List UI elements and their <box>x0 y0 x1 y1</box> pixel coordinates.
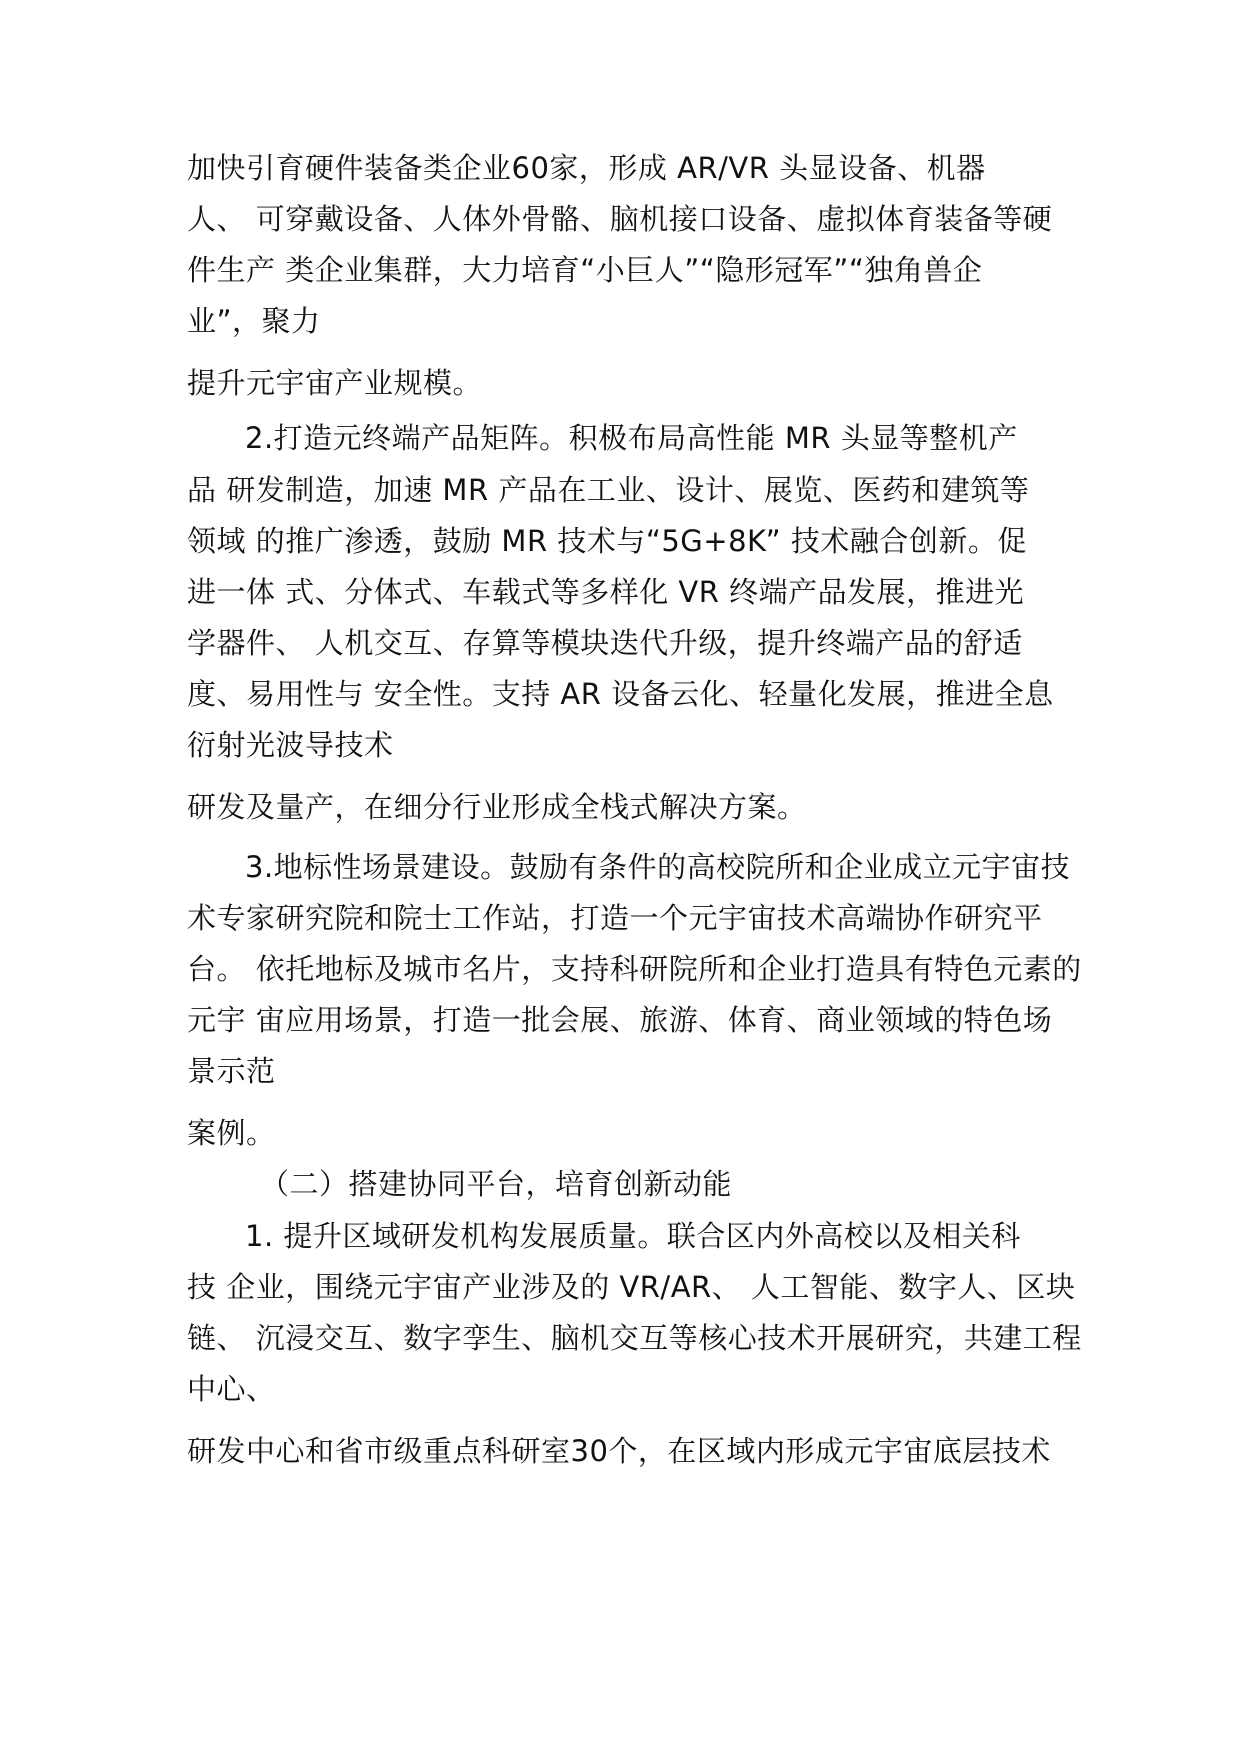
paragraph-line: 人、 可穿戴设备、人体外骨骼、脑机接口设备、虚拟体育装备等硬 <box>187 202 1053 236</box>
paragraph-line: 研发中心和省市级重点科研室30个，在区域内形成元宇宙底层技术 <box>187 1434 1051 1468</box>
paragraph-line: 2.打造元终端产品矩阵。积极布局高性能 MR 头显等整机产 <box>245 421 1018 455</box>
paragraph-line: 3.地标性场景建设。鼓励有条件的高校院所和企业成立元宇宙技 <box>245 850 1071 884</box>
paragraph-line: 技 企业，围绕元宇宙产业涉及的 VR/AR、 人工智能、数字人、区块 <box>187 1270 1076 1304</box>
paragraph-line: 学器件、 人机交互、存算等模块迭代升级，提升终端产品的舒适 <box>187 626 1023 660</box>
paragraph-line: 中心、 <box>187 1372 276 1406</box>
paragraph-line: 景示范 <box>187 1054 276 1088</box>
paragraph-line: 衍射光波导技术 <box>187 728 394 762</box>
paragraph-line: 元宇 宙应用场景，打造一批会展、旅游、体育、商业领域的特色场 <box>187 1003 1053 1037</box>
paragraph-line: 进一体 式、分体式、车载式等多样化 VR 终端产品发展，推进光 <box>187 575 1025 609</box>
paragraph-line: 提升元宇宙产业规模。 <box>187 366 483 400</box>
paragraph-line: 品 研发制造，加速 MR 产品在工业、设计、展览、医药和建筑等 <box>187 473 1030 507</box>
paragraph-line: 领域 的推广渗透，鼓励 MR 技术与“5G+8K” 技术融合创新。促 <box>187 524 1027 558</box>
paragraph-line: 件生产 类企业集群，大力培育“小巨人”“隐形冠军”“独角兽企 <box>187 253 983 287</box>
paragraph-line: 度、易用性与 安全性。支持 AR 设备云化、轻量化发展，推进全息 <box>187 677 1054 711</box>
paragraph-line: 研发及量产，在细分行业形成全栈式解决方案。 <box>187 790 807 824</box>
paragraph-line: 链、 沉浸交互、数字孪生、脑机交互等核心技术开展研究，共建工程 <box>187 1321 1082 1355</box>
paragraph-line: 1. 提升区域研发机构发展质量。联合区内外高校以及相关科 <box>245 1219 1021 1253</box>
paragraph-line: 台。 依托地标及城市名片，支持科研院所和企业打造具有特色元素的 <box>187 952 1082 986</box>
section-heading: （二）搭建协同平台，培育创新动能 <box>260 1167 733 1201</box>
paragraph-line: 加快引育硬件装备类企业60家，形成 AR/VR 头显设备、机器 <box>187 151 986 185</box>
paragraph-line: 业”，聚力 <box>187 304 321 338</box>
paragraph-line: 术专家研究院和院士工作站，打造一个元宇宙技术高端协作研究平 <box>187 901 1043 935</box>
paragraph-line: 案例。 <box>187 1116 276 1150</box>
